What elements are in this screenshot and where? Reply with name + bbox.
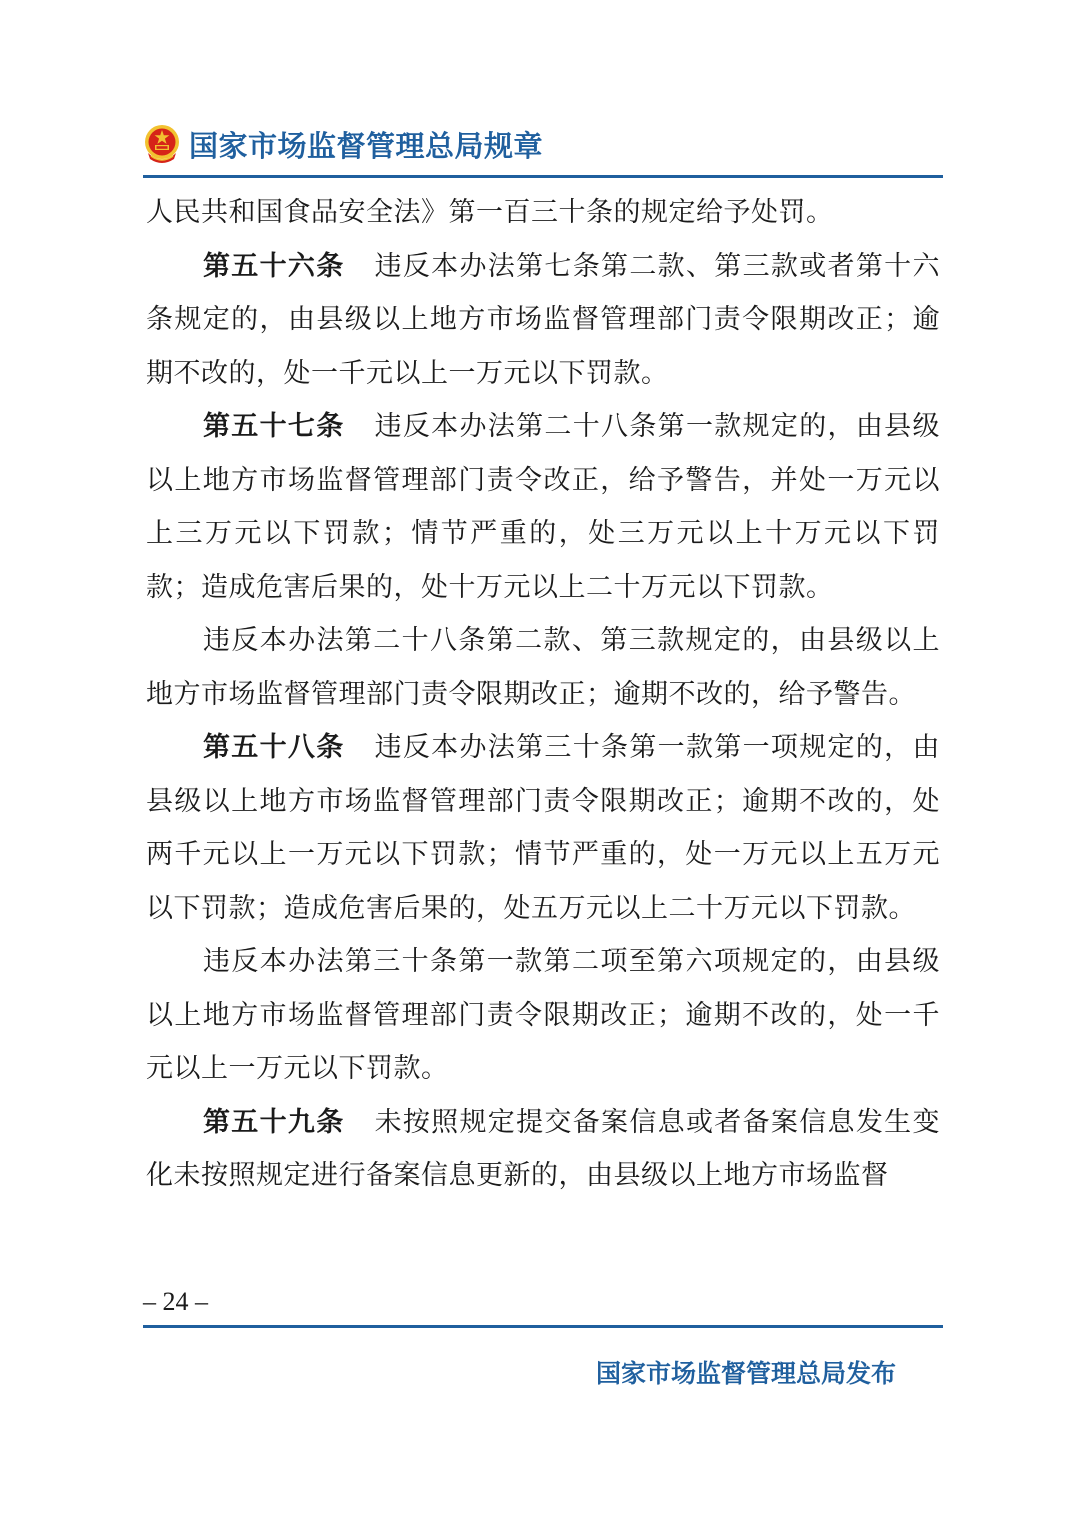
article-label: 第五十九条 [203,1106,345,1138]
page-header [143,120,943,168]
article-text: 违反本办法第二十八条第一款规定的，由县级以上地方市场监督管理部门责令改正，给予警告，并处一万元以上三万元以下罚款；情节严重的，处三万元以上十万元以下罚款；造成危害后果的，处十万元以上二十万元以下罚款。 [146,411,940,603]
article-57 [146,400,940,614]
paragraph-continuation: 人民共和国食品安全法》第一百三十条的规定给予处罚。 [146,197,834,228]
footer-divider [143,1325,943,1328]
header-divider [143,175,943,178]
article-label: 第五十八条 [203,732,345,763]
article-text: 未按照规定提交备案信息或者备案信息发生变化未按照规定进行备案信息更新的，由县级以上地方市场监督 [146,1106,940,1191]
footer-publisher: 国家市场监督管理总局发布 [596,1359,897,1388]
article-label: 第五十七条 [203,411,345,442]
article-text: 违反本办法第七条第二款、第三款或者第十六条规定的，由县级以上地方市场监督管理部门责令限期改正；逾期不改的，处一千元以上一万元以下罚款。 [146,250,940,389]
article-59 [146,1096,940,1203]
article-58-paragraph-2: 违反本办法第三十条第一款第二项至第六项规定的，由县级以上地方市场监督管理部门责令限期改正；逾期不改的，处一千元以上一万元以下罚款。 [146,946,940,1084]
page-number: – 24 – [143,1287,208,1316]
national-emblem-icon [143,123,181,165]
header-title: 国家市场监督管理总局规章 [189,128,544,163]
article-text: 违反本办法第三十条第一款第一项规定的，由县级以上地方市场监督管理部门责令限期改正；逾期不改的，处两千元以上一万元以下罚款；情节严重的，处一万元以上五万元以下罚款；造成危害后果的，处五万元以上二十万元以下罚款。 [146,732,940,924]
document-body [146,186,940,1203]
article-label: 第五十六条 [203,250,345,282]
article-56 [146,240,940,401]
article-58 [146,721,940,935]
article-57-paragraph-2: 违反本办法第二十八条第二款、第三款规定的，由县级以上地方市场监督管理部门责令限期改正；逾期不改的，给予警告。 [146,625,940,710]
